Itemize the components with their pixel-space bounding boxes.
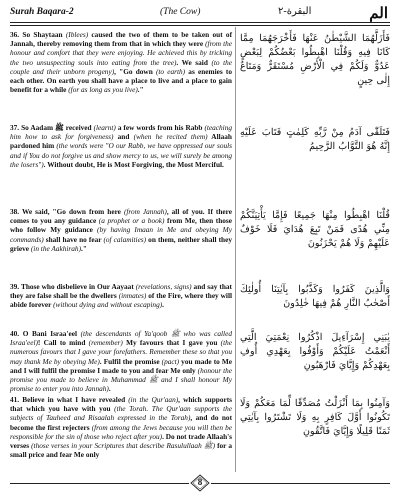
verse-40-arabic: يٰبَنِي إِسْرَآءِيلَ اذْكُرُوا نِعْمَتِيَ الَّتِي أَنْعَمْتُ عَلَيْكُمْ وَأَوْفُوا بِعَهْدِي أُوفِ بِعَهْدِكُمْ وَإِيَّايَ فَارْهَبُونِ — [240, 332, 390, 371]
verse-37-arabic: فَتَلَقّٰى آدَمُ مِنْ رَّبِّهِ كَلِمٰتٍ فَتَابَ عَلَيْهِ إِنَّهُ هُوَ التَّوَّابُ الرَّحِيمُ — [240, 127, 390, 152]
verse-text-segment: and say that they are false shall be the dwellers — [10, 282, 232, 301]
verse-text-segment: , which supports that which you have with you — [10, 395, 233, 414]
verse-text-segment: (from the honour and comfort that they were enjoying. He achieved this by tricking the two unsuspecting souls into eating from the tree) — [10, 39, 232, 67]
verse-38-arabic: قُلْنَا اهْبِطُوا مِنْهَا جَمِيعًا فَإِمَّا يَأْتِيَنَّكُمْ مِنِّي هُدًى فَمَنْ تَبِعَ هُدَايَ فَلَا خَوْفٌ عَلَيْهِمْ وَلَا هُمْ يَحْزَنُونَ — [240, 210, 390, 249]
verse-text-segment: Allaah pardoned him — [10, 132, 232, 151]
page-number: 8 — [197, 477, 203, 487]
verse-text-segment: (by having Imaan in Me and obeying My commands) — [10, 225, 232, 244]
verse-text-segment: (the Torah. The Qur'aan supports the subjects of Tauheed and Risaalah expressed in the Torah) — [10, 404, 232, 423]
verse-text-segment: , and do not become the first rejecters — [10, 413, 233, 432]
verse-text-segment: My favours that I gave you — [122, 338, 221, 348]
verse-text-segment: of the Fire, where they will abide forever — [10, 291, 233, 310]
verse-text-segment: (for as long as you live) — [68, 85, 138, 95]
verse-text-segment: a few words from his Rabb — [115, 123, 205, 132]
verse-41-translation — [10, 395, 232, 459]
verse-text-segment: . Do not trade Allaah's verses — [10, 431, 233, 451]
verse-text-segment: (from Jannah) — [123, 207, 167, 216]
verse-text-segment: , "Go down — [114, 66, 156, 76]
verse-text-segment: 38. We said, "Go down from here — [10, 207, 124, 216]
verse-text-segment: from Me, then those who follow My guidance — [10, 216, 233, 235]
verse-text-segment: (teaching him how to ask for forgiveness) — [10, 123, 232, 142]
verse-text-segment: (Iblees) — [65, 30, 89, 39]
verse-text-segment: ." — [137, 85, 144, 95]
verse-37-translation — [10, 123, 232, 169]
verse-text-segment: (revelations, signs) — [135, 282, 192, 291]
verse-text-segment: (remember) — [88, 338, 123, 348]
verse-text-segment: you made to Me and I will fulfil the promise I made to you and fear Me only — [10, 356, 232, 375]
verse-text-segment: 40. O Bani Israa'eel — [10, 329, 81, 338]
page-header — [10, 4, 390, 22]
verse-text-segment: . Fulfil the promise — [99, 356, 162, 366]
verse-text-segment: (to the couple and their unborn progeny) — [10, 57, 232, 76]
column-divider — [235, 27, 236, 472]
verse-text-segment: and — [113, 132, 134, 142]
verse-text-segment: (when he recited them) — [133, 132, 208, 142]
verse-text-segment: . — [108, 384, 111, 394]
verse-text-segment: (those verses in your Scriptures that describe Rasulullaah ﷺ) — [31, 441, 216, 451]
verse-text-segment: ." — [81, 243, 87, 253]
verse-39-translation — [10, 282, 232, 310]
verse-text-segment: (pact) — [161, 356, 180, 366]
verse-text-segment: on them, neither shall they grieve — [10, 234, 233, 253]
verse-text-segment: ! Call to mind — [37, 338, 89, 348]
verse-text-segment: 37. So Aadam ﷺ received — [10, 123, 94, 132]
alif-lam-meem-logo: الم — [369, 6, 388, 22]
verse-text-segment: . We said — [176, 57, 212, 67]
verse-text-segment: 36. So Shaytaan — [10, 30, 66, 39]
verse-text-segment: , all of you. If there comes to you any guidance — [10, 207, 233, 226]
surah-name: Surah Baqara-2 — [10, 7, 74, 17]
verse-text-segment: (honour the promise you made to believe in Muhammad ﷺ and I shall honour My promise to enter you into Jannah) — [10, 365, 232, 394]
page-footer — [10, 474, 390, 496]
verse-text-segment: (in the Qur'aan) — [128, 395, 179, 404]
verse-text-segment: for a small price and fear Me only — [10, 441, 233, 460]
verse-41-arabic: وَآمِنُوا بِمَا أَنْزَلْتُ مُصَدِّقًا لِّمَا مَعَكُمْ وَلَا تَكُونُوا أَوَّلَ كَافِرٍ بِهِ وَلَا تَشْتَرُوا بِآيٰتِي ثَمَنًا قَلِيلًا وَإِيَّايَ فَاتَّقُونِ — [240, 398, 390, 437]
verse-text-segment: as enemies to each other. On earth you shall have a place to live and a place to gain benefit for a while — [10, 66, 232, 95]
verse-text-segment: (learnt) — [93, 123, 116, 132]
header-rule — [10, 22, 390, 23]
verse-text-segment: (a prophet or a book) — [98, 216, 165, 226]
verse-text-segment: . — [162, 300, 164, 310]
verse-40-translation — [10, 329, 232, 393]
verse-text-segment: (the descendants of Ya'qoob ﷺ who was called Israa'eel) — [10, 329, 232, 348]
surah-translation: (The Cow) — [160, 7, 201, 17]
verse-text-segment: (without dying and without escaping) — [53, 300, 163, 310]
page-number-ornament — [189, 474, 211, 492]
verse-text-segment: (to earth) — [155, 66, 186, 76]
verse-39-arabic: وَالَّذِينَ كَفَرُوا وَكَذَّبُوا بِآيٰتِنَا أُولٰئِكَ أَصْحٰبُ النَّارِ هُمْ فِيهَا خٰلِدُونَ — [240, 284, 390, 309]
surah-name-arabic: البقرة-٢ — [278, 6, 312, 17]
verse-36-arabic: فَأَزَلَّهُمَا الشَّيْطٰنُ عَنْهَا فَأَخْرَجَهُمَا مِمَّا كَانَا فِيهِ وَقُلْنَا اهْبِطُوا بَعْضُكُمْ لِبَعْضٍ عَدُوٌّ وَلَكُمْ فِي الْأَرْضِ مُسْتَقَرٌّ وَمَتَاعٌ إِلٰى حِينٍ — [240, 33, 390, 86]
verse-text-segment: (the numerous favours that I gave your forefathers. Remember these so that you may thank Me by obeying Me) — [10, 338, 233, 366]
verse-text-segment: shall have no fear — [43, 234, 104, 244]
verse-text-segment: 41. Believe in what I have revealed — [10, 395, 129, 404]
verse-text-segment: (in the Aakhirah) — [30, 243, 81, 253]
header-rule-thin — [10, 25, 390, 26]
verse-text-segment: (inmates) — [118, 291, 147, 301]
verse-text-segment: (from among the Jews because you will then be responsible for the sin of those who reject after you) — [10, 422, 232, 441]
verse-38-translation — [10, 207, 232, 253]
verse-text-segment: . Without doubt, He is Most Forgiving, the Most Merciful. — [43, 159, 224, 169]
verse-text-segment: caused the two of them to be taken out of Jannah, thereby removing them from that in which they were — [10, 30, 232, 49]
verse-text-segment: 39. Those who disbelieve in Our Aayaat — [10, 282, 136, 291]
verse-text-segment: (the words were "O our Rabb, we have oppressed our souls and if You do not forgive us and show mercy to us, we will surely be among the losers") — [10, 141, 233, 169]
verse-36-translation — [10, 30, 232, 94]
verse-text-segment: (of calamities) — [103, 234, 147, 244]
